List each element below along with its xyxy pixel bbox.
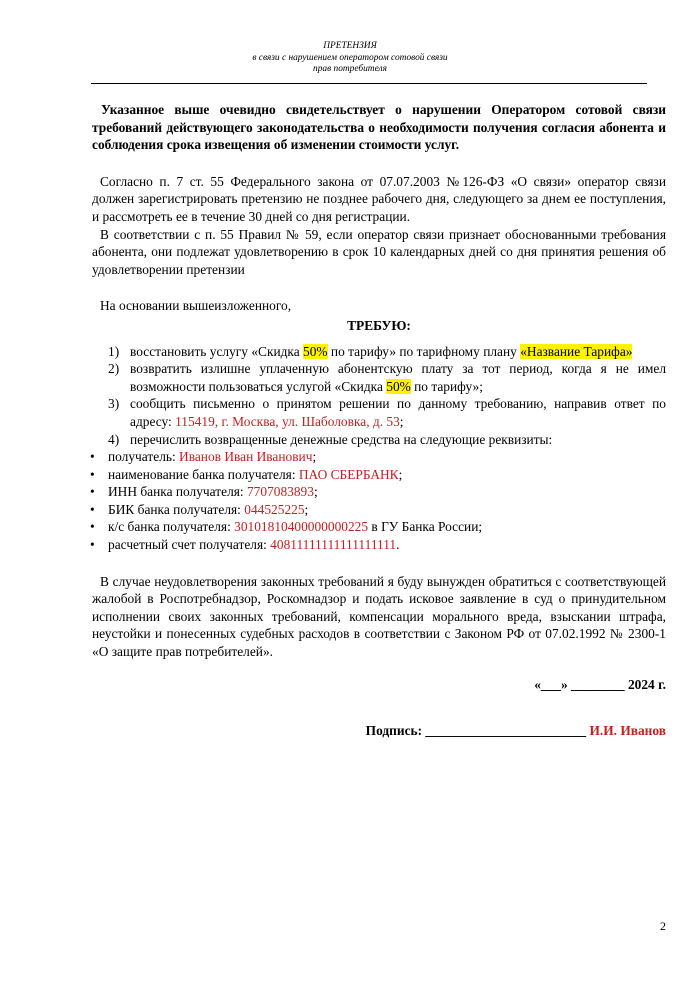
bank-detail-value: ПАО СБЕРБАНК: [298, 466, 399, 482]
bank-detail-label: к/с банка получателя:: [108, 519, 235, 535]
requirement-text: восстановить услугу «Скидка: [130, 343, 304, 359]
tariff-name-highlight: «Название Тарифа»: [520, 343, 633, 359]
bank-detail-value: Иванов Иван Иванович: [179, 449, 313, 465]
header-divider: [91, 83, 647, 84]
page-number: 2: [660, 919, 666, 933]
bank-detail-label: получатель:: [108, 449, 180, 465]
bank-detail-suffix: ;: [313, 484, 318, 500]
requirement-text: перечислить возвращенные денежные средства на следующие реквизиты:: [130, 431, 553, 447]
bank-detail-label: ИНН банка получателя:: [108, 484, 247, 500]
bank-detail-value: 40811111111111111111: [270, 537, 397, 553]
bullet-icon: •: [90, 501, 95, 517]
closing-paragraph: В случае неудовлетворения законных требований я буду вынужден обратиться с соответствующей жалобой в Роспотребнадзор, Роскомнадзор и подать исковое заявление в суд о принудительном исполнении своих законных требований, компенсации морального вреда, взыскании штрафа, неустойки и понесенных судебных расходов в соответствии с Законом РФ от 07.02.1992 № 2300-1 «О защите прав потребителей».: [92, 573, 666, 660]
demand-heading: ТРЕБУЮ:: [347, 317, 411, 333]
bank-detail-label: наименование банка получателя:: [108, 466, 299, 482]
requirement-text: ;: [399, 413, 404, 429]
registration-paragraph: Согласно п. 7 ст. 55 Федерального закона от 07.07.2003 №126-ФЗ «О связи» оператор связи должен зарегистрировать претензию не позднее рабочего дня, следующего за днем ее поступления, и рассмотреть ее в течение 30 дней со дня регистрации.: [92, 173, 666, 224]
requirement-number: 4): [108, 431, 120, 447]
bank-detail-value: 30101810400000000225: [234, 519, 369, 535]
bank-detail-suffix: в ГУ Банка России;: [368, 519, 483, 535]
requirement-text: сообщить письменно о принятом решении по данному требованию, направив ответ по адресу:: [130, 396, 666, 429]
bank-detail-item: [90, 536, 666, 554]
bullet-icon: •: [90, 484, 95, 500]
requirement-number: 2): [108, 361, 120, 377]
requirements-list: [92, 343, 666, 449]
bank-detail-suffix: ;: [398, 466, 403, 482]
bank-detail-item: [90, 518, 666, 536]
spacer: [92, 154, 666, 173]
signatory-name: И.И. Иванов: [589, 723, 666, 738]
lead-paragraph: Указанное выше очевидно свидетельствует о нарушении Оператором сотовой связи требований действующего законодательства о необходимости получения согласия абонента и соблюдения срока извещения об изменении стоимости услуг.: [92, 102, 666, 153]
header-title: ПРЕТЕНЗИЯ: [323, 41, 377, 51]
mailing-address: 115419, г. Москва, ул. Шаболовка, д. 53: [175, 413, 400, 429]
requirement-number: 1): [108, 343, 120, 359]
bullet-icon: •: [90, 519, 95, 535]
spacer: [92, 554, 666, 573]
discount-highlight: 50%: [303, 343, 328, 359]
bank-detail-item: [90, 448, 666, 466]
requirement-item: [108, 360, 666, 395]
bullet-icon: •: [90, 537, 95, 553]
bank-detail-item: [90, 483, 666, 501]
document-body: [92, 101, 666, 661]
bullet-icon: •: [90, 466, 95, 482]
bullet-icon: •: [90, 449, 95, 465]
bank-detail-value: 7707083893: [246, 484, 314, 500]
bank-detail-suffix: .: [396, 537, 400, 553]
requirement-item: [108, 431, 666, 449]
signature-label: Подпись: ________________________: [365, 723, 587, 738]
requirement-text: возвратить излишне уплаченную абонентскую плату за тот период, когда я не имел возможности пользоваться услугой «Скидка: [130, 361, 666, 394]
bank-detail-label: расчетный счет получателя:: [108, 537, 271, 553]
bank-detail-label: БИК банка получателя:: [108, 501, 245, 517]
document-header: [0, 41, 700, 76]
requirement-number: 3): [108, 396, 120, 412]
date-line: «___» ________ 2024 г.: [534, 677, 666, 692]
spacer: [92, 278, 666, 297]
header-subtitle-line1: в связи с нарушением оператором сотовой связи: [252, 52, 448, 63]
signature-block: [366, 723, 666, 739]
basis-text: На основании вышеизложенного,: [100, 298, 292, 314]
bank-detail-value: 044525225: [244, 501, 305, 517]
bank-detail-suffix: ;: [304, 501, 309, 517]
rules-paragraph: В соответствии с п. 55 Правил № 59, если оператор связи признает обоснованными требования абонента, они подлежат удовлетворению в срок 10 календарных дней со дня принятия решения об удовлетворении претензии: [92, 226, 666, 277]
requirement-item: [108, 343, 666, 361]
requirement-text: по тарифу»;: [410, 378, 483, 394]
requirement-item: [108, 395, 666, 430]
bank-detail-item: [90, 501, 666, 519]
bank-details-list: [92, 448, 666, 554]
header-subtitle-line2: прав потребителя: [313, 64, 387, 74]
requirement-text: по тарифу» по тарифному плану: [327, 343, 521, 359]
discount-highlight: 50%: [386, 378, 411, 394]
bank-detail-suffix: ;: [312, 449, 317, 465]
bank-detail-item: [90, 466, 666, 484]
